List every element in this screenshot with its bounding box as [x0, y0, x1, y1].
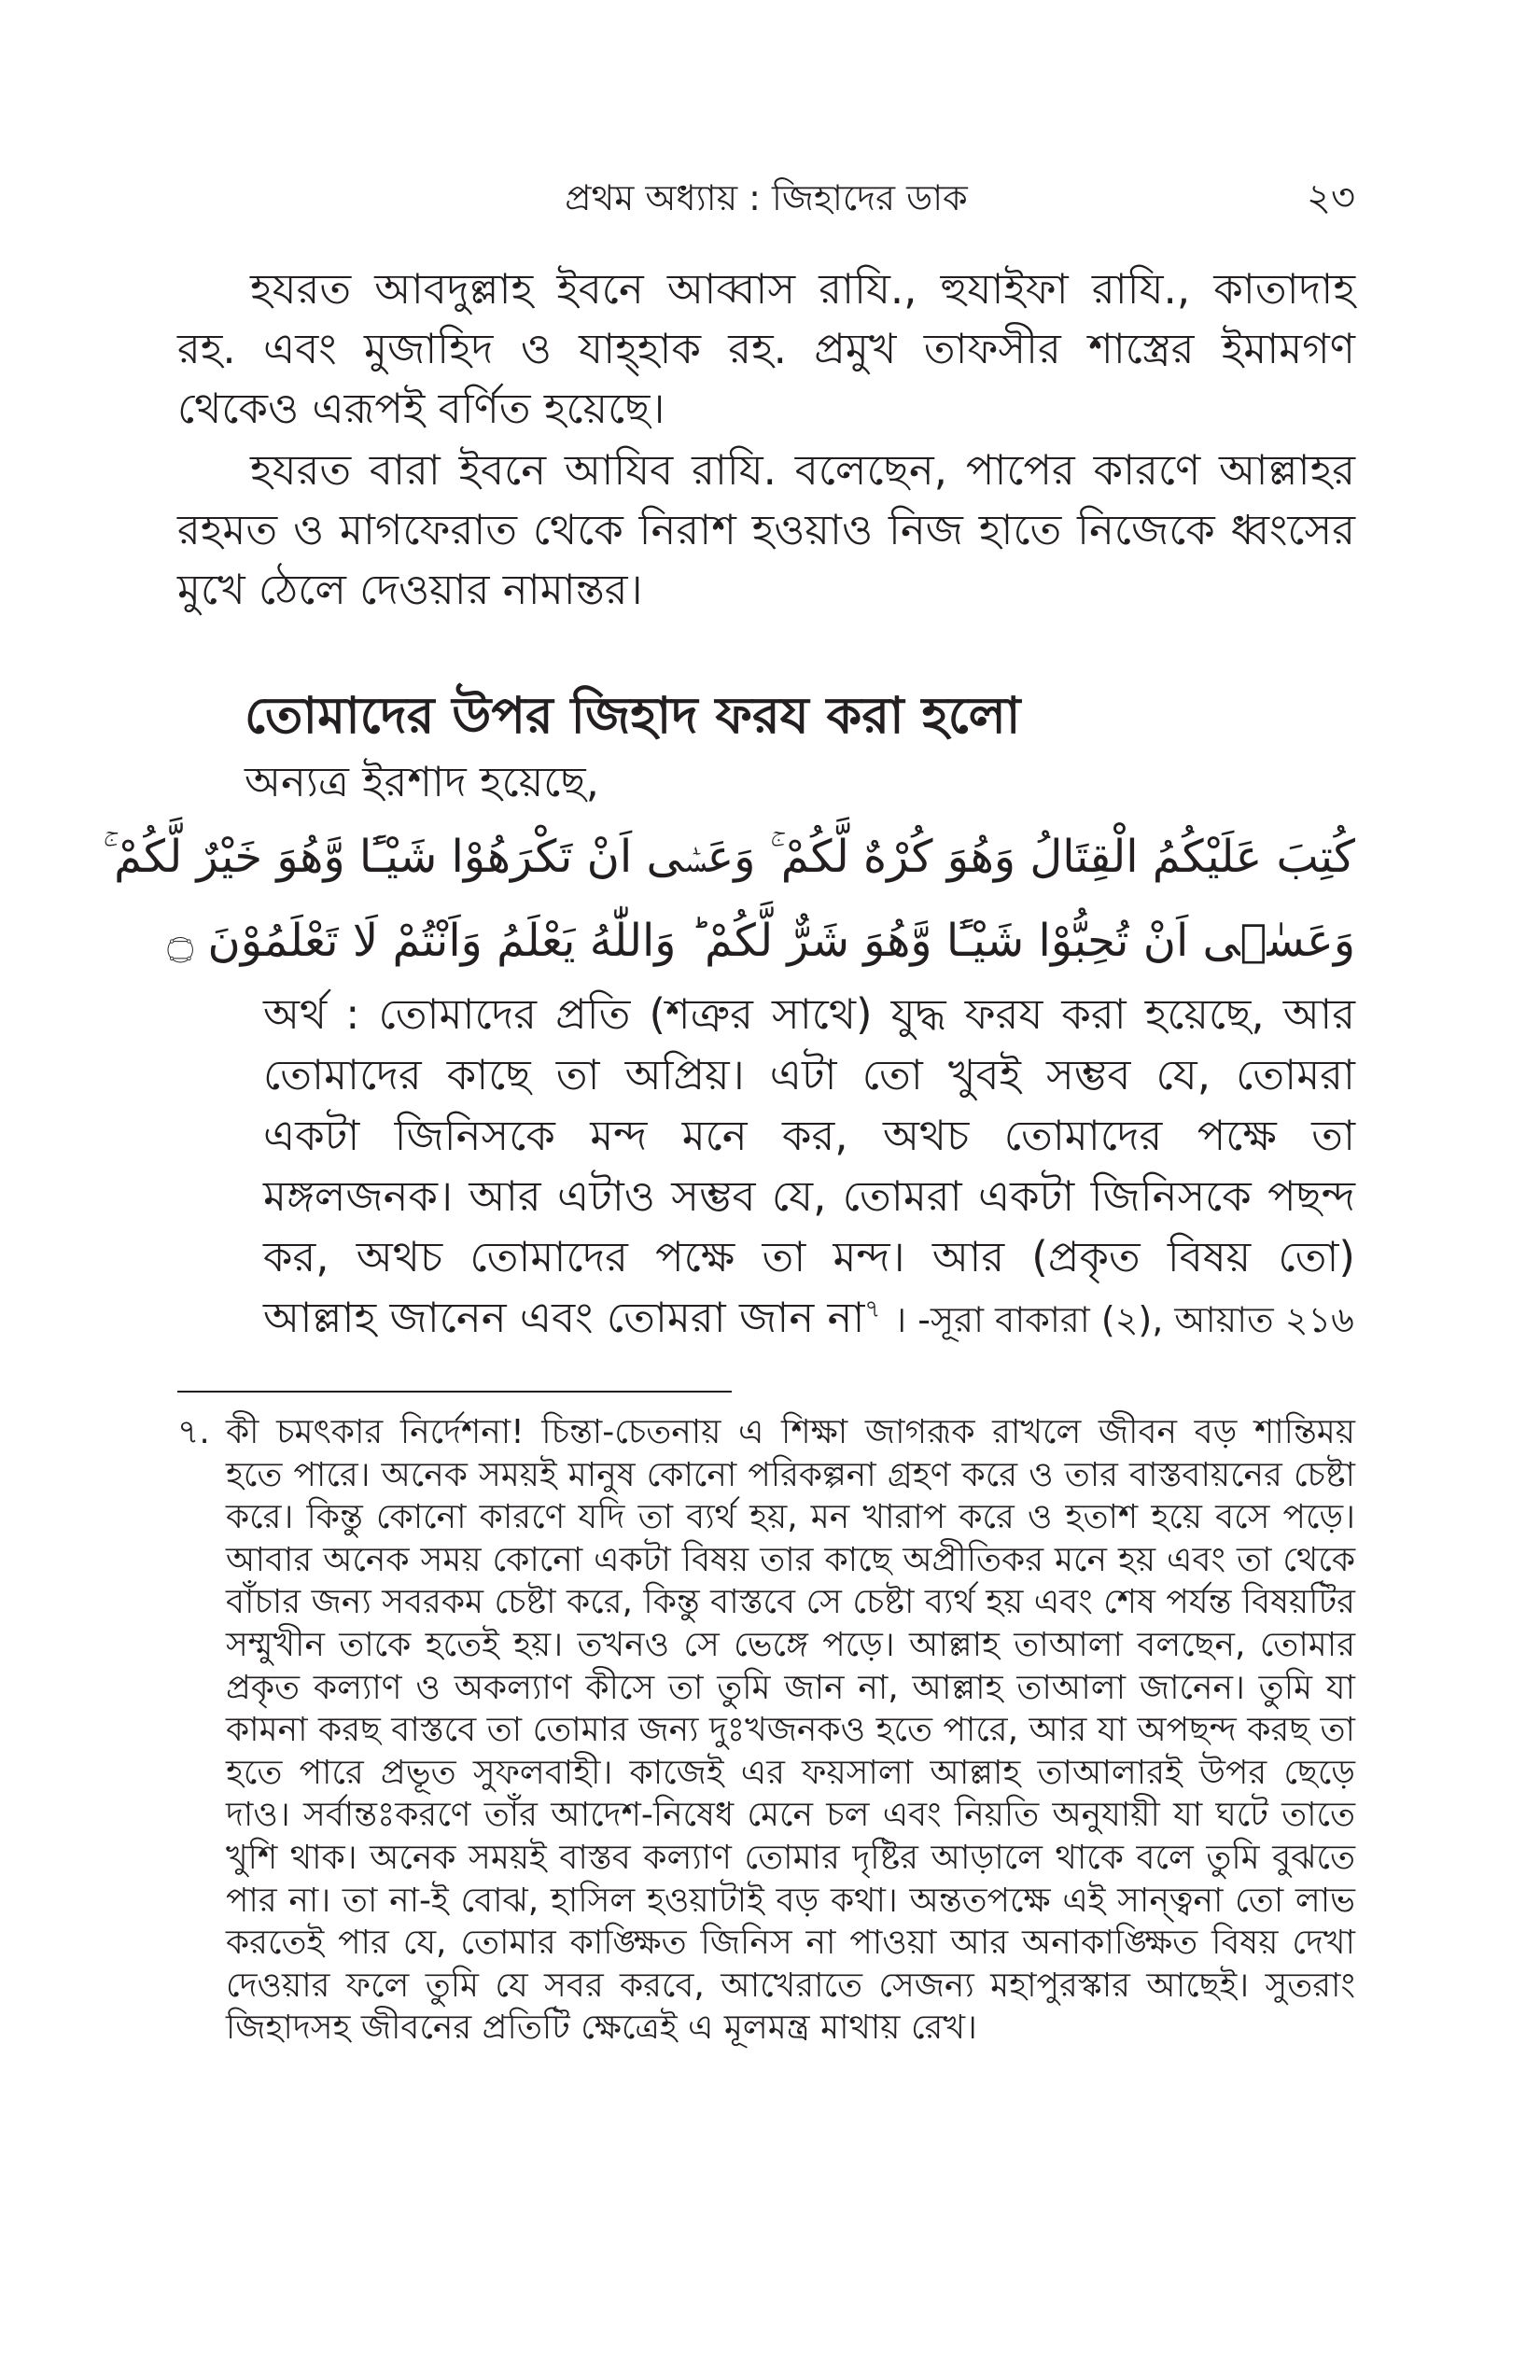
body-paragraph-1-block [177, 259, 1355, 439]
arabic-verse-line-2: وَعَسٰۤى اَنْ تُحِبُّوْا شَيْـًٔا وَّهُوَ شَرٌّ لَّكُمْ ؕ وَاللّٰهُ يَعْلَمُ وَاَنْتُمْ لَا تَعْلَمُوْنَ ۝ [167, 915, 1355, 967]
section-heading: তোমাদের উপর জিহাদ ফরয করা হলো [245, 686, 1021, 745]
footnote-marker: ৭ [864, 1295, 881, 1323]
page-number: ২৩ [1306, 176, 1355, 219]
body-paragraph: হযরত বারা ইবনে আযিব রাযি. বলেছেন, পাপের কারণে আল্লাহর রহমত ও মাগফেরাত থেকে নিরাশ হওয়াও নিজ হাতে নিজেকে ধ্বংসের মুখে ঠেলে দেওয়ার নামান্তর। [177, 445, 1355, 614]
verse-translation [263, 984, 1355, 1351]
verse-reference: । -সূরা বাকারা (২), আয়াত ২১৬ [893, 1299, 1354, 1340]
running-header [177, 170, 1355, 226]
chapter-title: প্রথম অধ্যায় : জিহাদের ডাক [565, 177, 968, 218]
section-intro: অন্যত্র ইরশাদ হয়েছে, [245, 757, 599, 806]
footnote-divider [177, 1391, 732, 1393]
footnote-text: কী চমৎকার নির্দেশনা! চিন্তা-চেতনায় এ শিক্ষা জাগরূক রাখলে জীবন বড় শান্তিময় হতে পারে। অনেক সময়ই মানুষ কোনো পরিকল্পনা গ্রহণ করে ও তার বাস্তবায়নের চেষ্টা করে। কিন্তু কোনো কারণে যদি তা ব্যর্থ হয়, মন খারাপ করে ও হতাশ হয়ে বসে পড়ে। আবার অনেক সময় কোনো একটা বিষয় তার কাছে অপ্রীতিকর মনে হয় এবং তা থেকে বাঁচার জন্য সবরকম চেষ্টা করে, কিন্তু বাস্তবে সে চেষ্টা ব্যর্থ হয় এবং শেষ পর্যন্ত বিষয়টির সম্মুখীন তাকে হতেই হয়। তখনও সে ভেঙ্গে পড়ে। আল্লাহ তাআলা বলছেন, তোমার প্রকৃত কল্যাণ ও অকল্যাণ কীসে তা তুমি জান না, আল্লাহ তাআলা জানেন। তুমি যা কামনা করছ বাস্তবে তা তোমার জন্য দুঃখজনকও হতে পারে, আর যা অপছন্দ করছ তা হতে পারে প্রভূত সুফলবাহী। কাজেই এর ফয়সালা আল্লাহ তাআলারই উপর ছেড়ে দাও। সর্বান্তঃকরণে তাঁর আদেশ-নিষেধ মেনে চল এবং নিয়তি অনুযায়ী যা ঘটে তাতে খুশি থাক। অনেক সময়ই বাস্তব কল্যাণ তোমার দৃষ্টির আড়ালে থাকে বলে তুমি বুঝতে পার না। তা না-ই বোঝ, হাসিল হওয়াটাই বড় কথা। অন্ততপক্ষে এই সান্ত্বনা তো লাভ করতেই পার যে, তোমার কাঙ্ক্ষিত জিনিস না পাওয়া আর অনাকাঙ্ক্ষিত বিষয় দেখা দেওয়ার ফলে তুমি যে সবর করবে, আখেরাতে সেজন্য মহাপুরস্কার আছেই। সুতরাং জিহাদসহ জীবনের প্রতিটি ক্ষেত্রেই এ মূলমন্ত্র মাথায় রেখ। [226, 1413, 1355, 2048]
arabic-verse-line-1: كُتِبَ عَلَيْكُمُ الْقِتَالُ وَهُوَ كُرْهٌ لَّكُمْ ۚ وَعَسٰۤى اَنْ تَكْرَهُوْا شَيْـًٔا وَّهُوَ خَيْرٌ لَّكُمْ ۚ [103, 831, 1355, 883]
footnote-number: ৭. [177, 1413, 210, 1451]
body-paragraph: হযরত আবদুল্লাহ ইবনে আব্বাস রাযি., হুযাইফা রাযি., কাতাদাহ রহ. এবং মুজাহিদ ও যাহ্‌হাক রহ. প্রমুখ তাফসীর শাস্ত্রের ইমামগণ থেকেও এরূপই বর্ণিত হয়েছে। [177, 264, 1355, 433]
body-paragraph-2-block [177, 441, 1355, 620]
translation-text: অর্থ : তোমাদের প্রতি (শত্রুর সাথে) যুদ্ধ ফরয করা হয়েছে, আর তোমাদের কাছে তা অপ্রিয়। এটা তো খুবই সম্ভব যে, তোমরা একটা জিনিসকে মন্দ মনে কর, অথচ তোমাদের পক্ষে তা মঙ্গলজনক। আর এটাও সম্ভব যে, তোমরা একটা জিনিসকে পছন্দ কর, অথচ তোমাদের পক্ষে তা মন্দ। আর (প্রকৃত বিষয় তো) আল্লাহ জানেন এবং তোমরা জান না [263, 989, 1355, 1342]
footnote [177, 1411, 1355, 2050]
